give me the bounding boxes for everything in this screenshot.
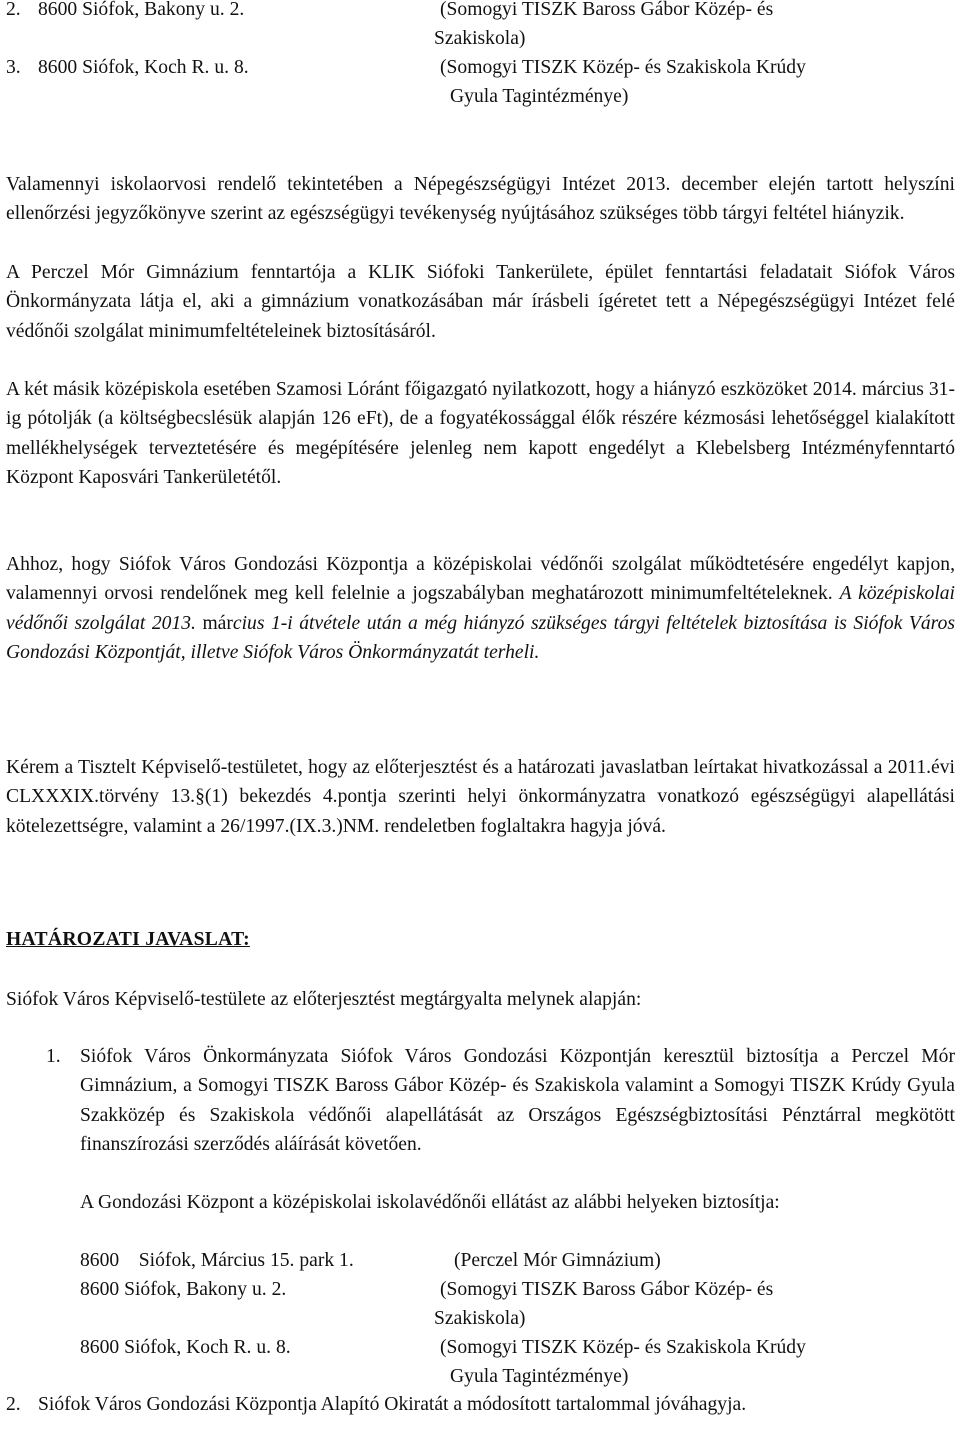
list-school: (Somogyi TISZK Közép- és Szakiskola Krúdy	[440, 57, 806, 78]
location-school-cont: Gyula Tagintézménye)	[450, 1366, 629, 1387]
location-address: 8600 Siófok, Koch R. u. 8.	[80, 1337, 291, 1358]
list-school-cont: Gyula Tagintézménye)	[450, 86, 629, 107]
paragraph-other-schools: A két másik középiskola esetében Szamosi Lóránt főigazgató nyilatkozott, hogy a hiányzó eszközöket 2014. március 31-ig pótolják (a költségbecslésük alapján 126 eFt), de a fogyatékossággal élők részére kézmosási lehetőséggel kialakított mellékhelységek terveztetésére és megépítésére jelenleg nem kapott engedélyt a Klebelsberg Intézményfenntartó Központ Kaposvári Tankerületétől.	[6, 379, 955, 488]
list-number: 3.	[6, 57, 21, 78]
resolution-heading: HATÁROZATI JAVASLAT:	[6, 929, 250, 950]
item-text-locations: A Gondozási Központ a középiskolai iskolavédőnői ellátást az alábbi helyeken biztosítja:	[80, 1192, 780, 1213]
paragraph-inspection: Valamennyi iskolaorvosi rendelő tekintetében a Népegészségügyi Intézet 2013. december elején tartott helyszíni ellenőrzési jegyzőkönyve szerint az egészségügyi tevékenység nyújtásához szükséges több tárgyi feltétel hiányzik.	[6, 174, 955, 225]
item-number: 2.	[6, 1394, 21, 1415]
list-address: 8600 Siófok, Koch R. u. 8.	[38, 57, 249, 78]
item-number: 1.	[46, 1046, 61, 1067]
item-text-approval: Siófok Város Gondozási Központja Alapító Okiratát a módosított tartalommal jóváhagyja.	[38, 1394, 747, 1415]
list-school: (Somogyi TISZK Baross Gábor Közép- és	[440, 0, 774, 20]
list-school-cont: Szakiskola)	[434, 28, 526, 49]
list-number: 2.	[6, 0, 21, 20]
location-address: 8600 Siófok, Március 15. park 1.	[80, 1250, 354, 1271]
paragraph-conditions: Ahhoz, hogy Siófok Város Gondozási Központja a középiskolai védőnői szolgálat működtetésére engedélyt kapjon, valamennyi orvosi rendelőnek meg kell felelnie a jogszabályban meghatározott minimumfeltételeknek. A középiskolai védőnői szolgálat 2013. március 1-i átvétele után a még hiányzó szükséges tárgyi feltételek biztosítása is Siófok Város Gondozási Központját, illetve Siófok Város Önkormányzatát terheli.	[6, 554, 956, 663]
location-school: (Somogyi TISZK Közép- és Szakiskola Krúdy	[440, 1337, 806, 1358]
location-school-cont: Szakiskola)	[434, 1308, 526, 1329]
paragraph-request: Kérem a Tisztelt Képviselő-testületet, hogy az előterjesztést és a határozati javaslatban leírtakat hivatkozással a 2011.évi CLXXXIX.törvény 13.§(1) bekezdés 4.pontja szerinti helyi önkormányzatra vonatkozó egészségügyi alapellátási kötelezettségre, valamint a 26/1997.(IX.3.)NM. rendeletben foglaltakra hagyja jóvá.	[6, 757, 955, 837]
item-text: Siófok Város Önkormányzata Siófok Város Gondozási Központján keresztül biztosítja a Perczel Mór Gimnázium, a Somogyi TISZK Baross Gábor Közép- és Szakiskola valamint a Somogyi TISZK Krúdy Gyula Szakközép és Szakiskola védőnői alapellátását az Országos Egészségbiztosítási Pénztárral megkötött finanszírozási szerződés aláírását követően.	[80, 1046, 955, 1155]
location-school: (Somogyi TISZK Baross Gábor Közép- és	[440, 1279, 774, 1300]
list-address: 8600 Siófok, Bakony u. 2.	[38, 0, 245, 20]
paragraph-perczel: A Perczel Mór Gimnázium fenntartója a KLIK Siófoki Tankerülete, épület fenntartási feladatait Siófok Város Önkormányzata látja el, aki a gimnázium vonatkozásában már írásbeli ígéretet tett a Népegészségügyi Intézet felé védőnői szolgálat minimumfeltételeinek biztosításáról.	[6, 262, 955, 342]
resolution-intro: Siófok Város Képviselő-testülete az előterjesztést megtárgyalta melynek alapján:	[6, 989, 642, 1010]
location-address: 8600 Siófok, Bakony u. 2.	[80, 1279, 287, 1300]
location-school: (Perczel Mór Gimnázium)	[454, 1250, 661, 1271]
